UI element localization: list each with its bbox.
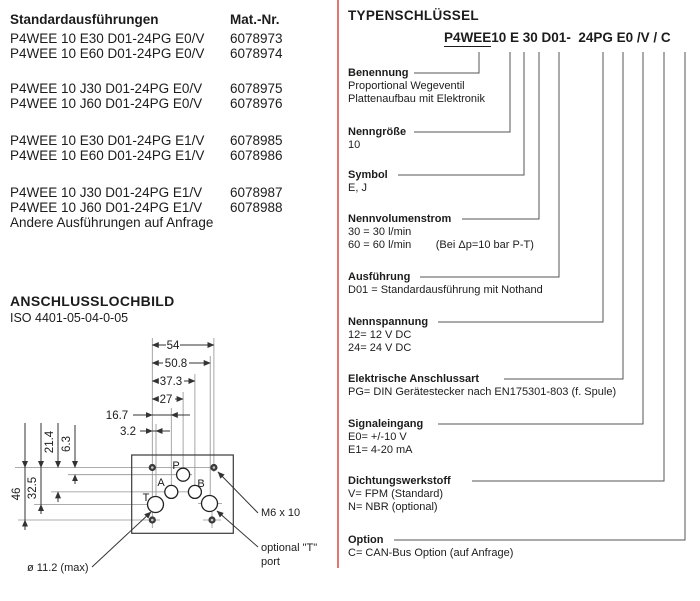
valve-code: P4WEE 10 J30 D01-24PG E1/V [10,185,203,200]
section-heading: Option [348,534,384,546]
section-line: E1= 4-20 mA [348,444,413,456]
table-row [10,46,283,61]
typecode-section-option [348,534,698,560]
valve-code: P4WEE 10 E60 D01-24PG E1/V [10,148,205,163]
table-row [10,96,283,111]
valve-code: P4WEE 10 J30 D01-24PG E0/V [10,81,203,96]
section-line: 60 = 60 l/min (Bei Δp=10 bar P-T) [348,239,534,251]
dim-label-50-8: 50.8 [164,358,188,370]
section-line: E, J [348,182,367,194]
section-line: Plattenaufbau mit Elektronik [348,93,485,105]
material-number: 6078985 [230,133,283,148]
valve-code: P4WEE 10 E30 D01-24PG E0/V [10,31,205,46]
port-hole-t [148,497,164,513]
section-line: C= CAN-Bus Option (auf Anfrage) [348,547,514,559]
table-row [10,148,283,163]
section-heading: Ausführung [348,271,411,283]
material-number-header: Mat.-Nr. [230,12,280,27]
port-hole-a [165,485,178,498]
section-line: D01 = Standardausführung mit Nothand [348,284,543,296]
section-line: 12= 12 V DC [348,329,412,341]
section-line: 24= 24 V DC [348,342,412,354]
dim-label-6-3: 6.3 [61,436,73,452]
dim-label-27: 27 [159,394,173,406]
dim-label-32-5: 32.5 [27,476,39,500]
bolt-size-callout: M6 x 10 [261,507,301,519]
section-line: PG= DIN Gerätestecker nach EN175301-803 (f. Spule) [348,386,617,398]
port-label-a: A [157,477,165,489]
section-line: Proportional Wegeventil [348,80,465,92]
typecode-section-nennvolumenstrom [348,213,698,252]
section-heading: Signaleingang [348,418,424,430]
dim-label-3-2: 3.2 [120,426,136,438]
optional-t-port-hole [202,496,218,512]
max-diameter-callout: ø 11.2 (max) [27,562,89,574]
table-row [10,185,283,200]
table-row [10,133,283,148]
type-code-rest: 10 E 30 D01- 24PG E0 /V / C [491,30,671,45]
typecode-section-signaleingang [348,418,698,457]
section-heading: Nennvolumenstrom [348,213,452,225]
mounting-pattern-title: ANSCHLUSSLOCHBILD [10,293,175,309]
section-heading: Nenngröße [348,126,407,138]
section-heading: Benennung [348,67,409,79]
typecode-section-symbol [348,169,698,195]
typecode-section-nenngroesse [348,126,698,152]
material-number: 6078975 [230,81,283,96]
typecode-section-dichtungswerkstoff [348,475,698,514]
section-line: V= FPM (Standard) [348,488,444,500]
type-key-title: TYPENSCHLÜSSEL [348,8,479,23]
iso-standard-reference: ISO 4401-05-04-0-05 [10,311,129,325]
typecode-section-nennspannung [348,316,698,355]
section-line: 30 = 30 l/min [348,226,412,238]
port-label-p: P [172,460,180,472]
material-number: 6078974 [230,46,283,61]
optional-port-callout-line2: port [261,556,280,568]
section-line: E0= +/-10 V [348,431,407,443]
section-heading: Nennspannung [348,316,429,328]
section-heading: Elektrische Anschlussart [348,373,480,385]
typecode-section-benennung [348,67,698,106]
typecode-section-ausfuehrung [348,271,698,297]
valve-code: P4WEE 10 E60 D01-24PG E0/V [10,46,205,61]
type-code-prefix: P4WEE [444,30,492,45]
other-versions-note: Andere Ausführungen auf Anfrage [10,215,214,230]
typecode-section-elektrische-anschlussart [348,373,698,399]
valve-code: P4WEE 10 E30 D01-24PG E1/V [10,133,205,148]
material-number: 6078986 [230,148,283,163]
section-heading: Dichtungswerkstoff [348,475,451,487]
type-key-panel [338,0,700,601]
material-number: 6078973 [230,31,283,46]
section-line: N= NBR (optional) [348,501,438,513]
port-label-t: T [142,492,150,504]
valve-code: P4WEE 10 J60 D01-24PG E1/V [10,200,203,215]
table-row [10,81,283,96]
table-row [10,200,283,215]
dim-label-54: 54 [166,340,180,352]
callout-texts [27,507,317,574]
dim-label-21-4: 21.4 [44,430,56,454]
port-label-b: B [197,478,205,490]
table-row [10,31,283,46]
material-number: 6078976 [230,96,283,111]
section-line: 10 [348,139,361,151]
mounting-pattern-drawing [0,330,340,580]
section-heading: Symbol [348,169,388,181]
material-number: 6078987 [230,185,283,200]
dim-label-46: 46 [11,487,23,501]
dim-label-16-7: 16.7 [105,410,129,422]
standard-versions-title: Standardausführungen [10,12,159,27]
valve-code: P4WEE 10 J60 D01-24PG E0/V [10,96,203,111]
dim-label-37-3: 37.3 [159,376,183,388]
material-number: 6078988 [230,200,283,215]
optional-port-callout: optional "T" [261,542,318,554]
